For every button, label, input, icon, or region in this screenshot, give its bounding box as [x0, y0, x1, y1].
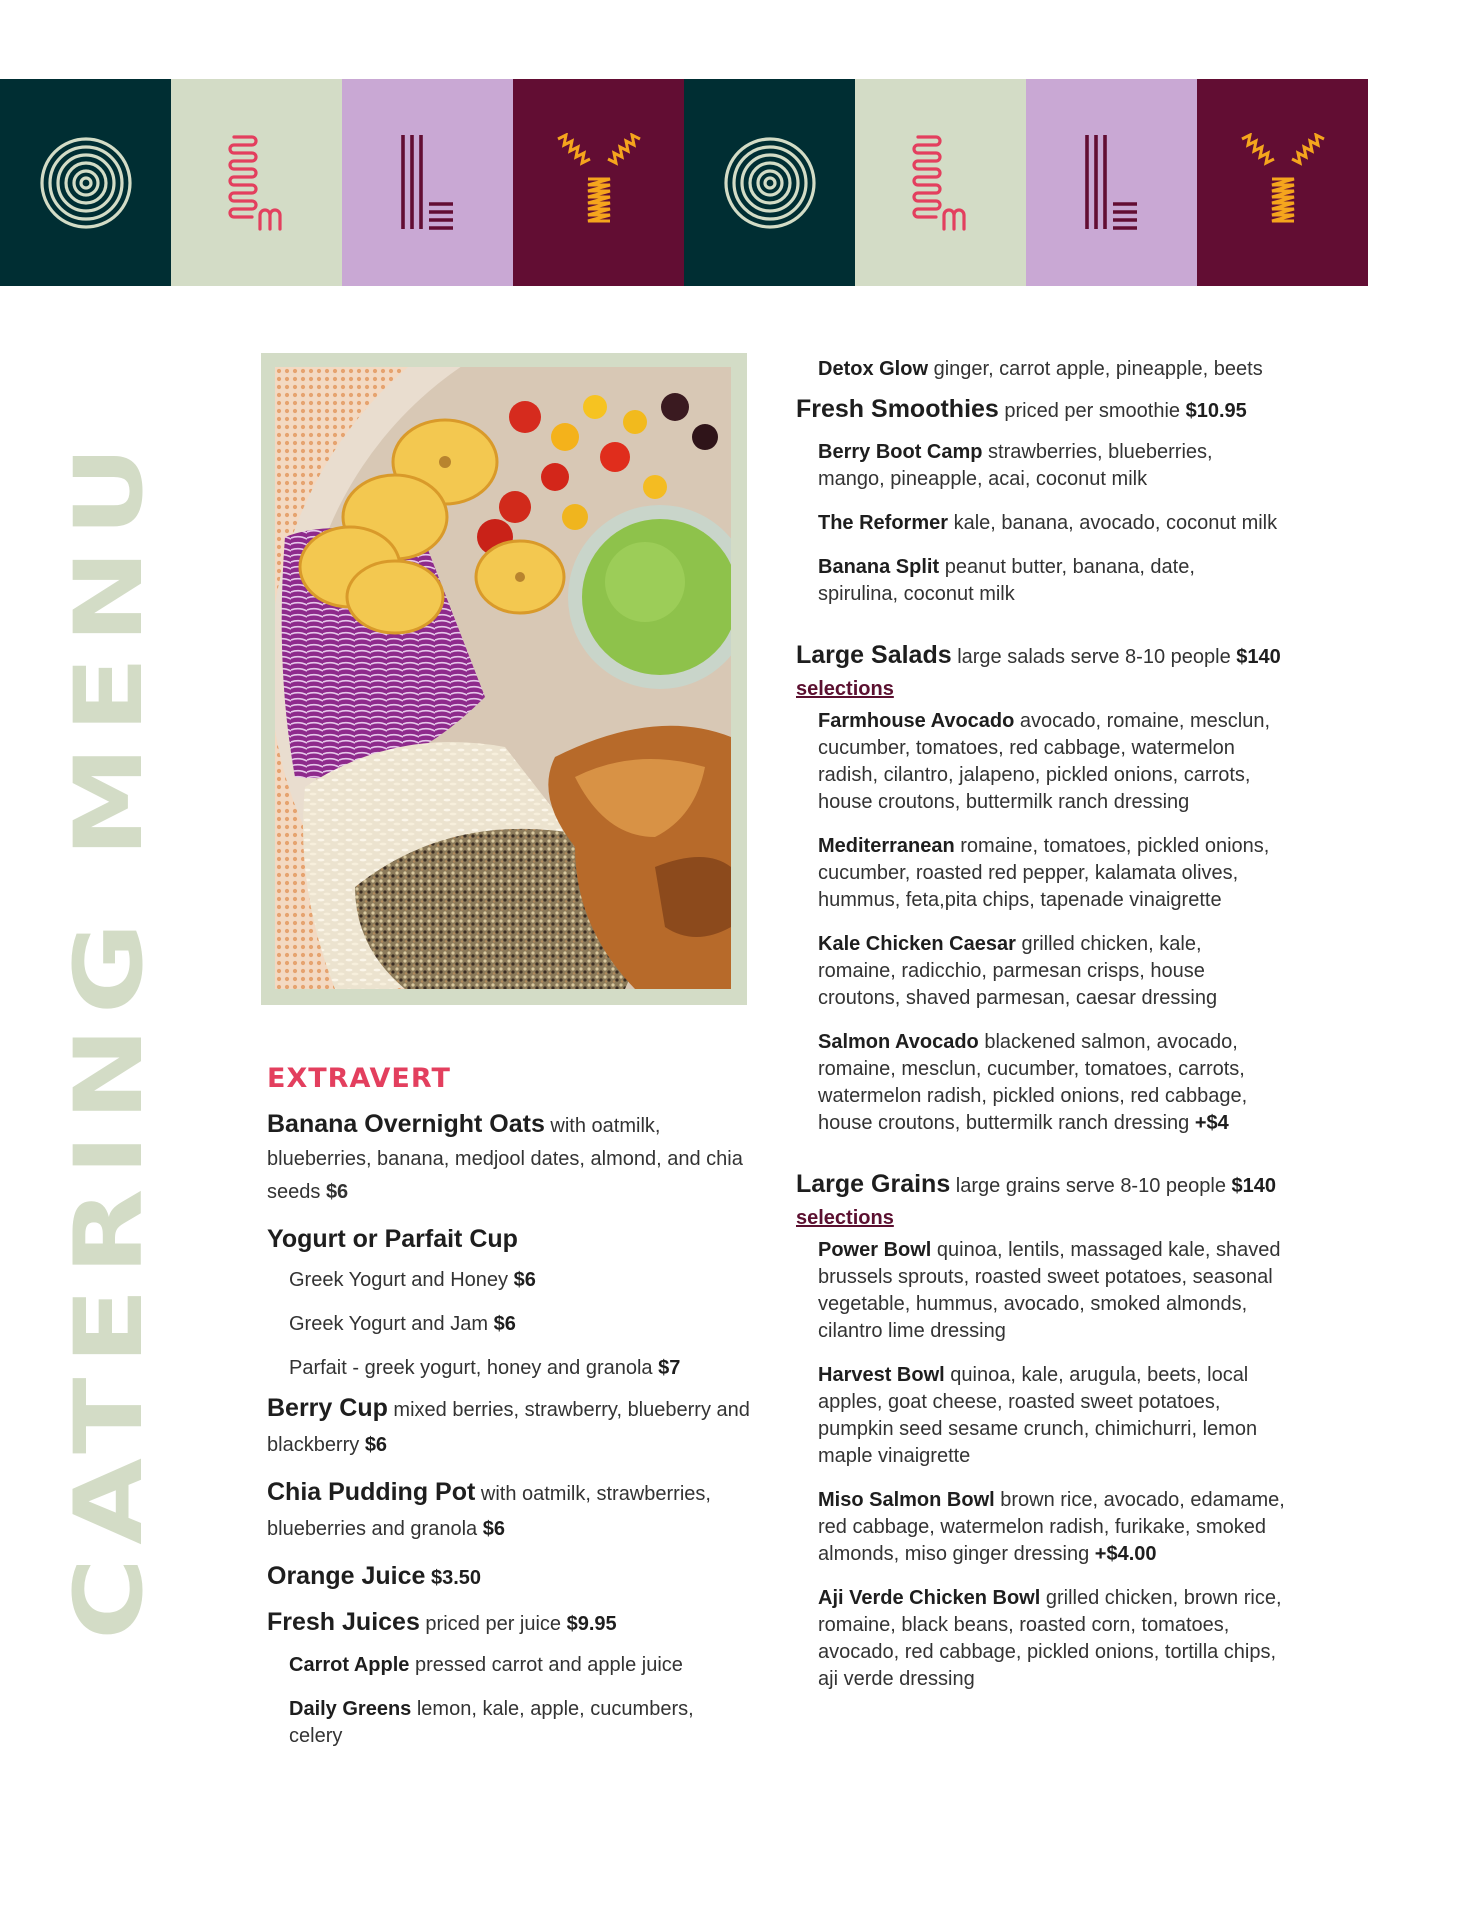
item-name: Banana Overnight Oats	[267, 1110, 545, 1138]
banner-tile-o	[0, 79, 171, 286]
wavy-l-icon	[222, 133, 292, 233]
menu-subitem	[796, 1237, 1296, 1345]
item-desc: kale, banana, avocado, coconut milk	[948, 512, 1278, 534]
banner-tile-y	[1197, 79, 1368, 286]
item-name: Large Salads	[796, 641, 952, 669]
menu-item-large-grains	[796, 1168, 1296, 1203]
item-name: Berry Boot Camp	[818, 441, 983, 463]
menu-subitem	[796, 833, 1296, 914]
menu-subitem	[796, 356, 1296, 383]
item-name: Aji Verde Chicken Bowl	[818, 1587, 1041, 1609]
item-price: $140	[1231, 1175, 1277, 1197]
menu-subitem	[796, 554, 1296, 608]
item-price: $140	[1236, 646, 1281, 668]
menu-item-yogurt	[267, 1223, 757, 1256]
banner-tile-l-lines	[342, 79, 513, 286]
item-price: $6	[364, 1434, 388, 1456]
menu-subitem	[796, 708, 1296, 816]
logo-banner	[0, 79, 1368, 286]
item-name: Salmon Avocado	[818, 1031, 979, 1053]
menu-item-large-salads	[796, 639, 1296, 674]
right-menu-column	[796, 356, 1296, 1710]
item-price: $7	[658, 1357, 681, 1379]
item-desc: quinoa, lentils, massaged kale, shaved brussels sprouts, roasted sweet potatoes, seasonal vegetable, hummus, avocado, smoked almonds, cilantro lime dressing	[818, 1239, 1281, 1342]
item-desc: strawberries, blueberries, mango, pineapple, acai, coconut milk	[818, 441, 1213, 490]
menu-subitem	[796, 1362, 1296, 1470]
item-price: $9.95	[566, 1613, 617, 1635]
item-desc: peanut butter, banana, date, spirulina, coconut milk	[818, 556, 1195, 605]
wavy-l-icon	[906, 133, 976, 233]
item-desc: Parfait - greek yogurt, honey and granola	[289, 1357, 659, 1379]
menu-item-orange-juice	[267, 1560, 757, 1595]
item-desc: with oatmilk, blueberries, banana, medjool dates, almond, and chia seeds	[267, 1115, 743, 1203]
item-desc: romaine, tomatoes, pickled onions, cucumber, roasted red pepper, kalamata olives, hummus, feta,pita chips, tapenade vinaigrette	[818, 835, 1270, 911]
catering-menu-title: CATERING MENU	[54, 432, 164, 1640]
item-desc: lemon, kale, apple, cucumbers, celery	[289, 1698, 694, 1747]
item-price: $6	[325, 1181, 349, 1203]
menu-item-berry-cup	[267, 1392, 757, 1462]
item-name: Carrot Apple	[289, 1654, 410, 1676]
item-name: The Reformer	[818, 512, 949, 534]
menu-subitem	[796, 931, 1296, 1012]
menu-subitem	[796, 1487, 1296, 1568]
item-name: Power Bowl	[818, 1239, 932, 1261]
salads-selections-link[interactable]: selections	[796, 678, 894, 700]
banner-tile-o	[684, 79, 855, 286]
item-desc: avocado, romaine, mesclun, cucumber, tomatoes, red cabbage, watermelon radish, cilantro, jalapeno, pickled onions, carrots, house croutons, buttermilk ranch dressing	[818, 710, 1271, 813]
item-name: Orange Juice	[267, 1562, 426, 1590]
item-desc: Greek Yogurt and Honey	[289, 1269, 514, 1291]
banner-tile-l-lines	[1026, 79, 1197, 286]
menu-subitem	[796, 1029, 1296, 1137]
item-name: Miso Salmon Bowl	[818, 1489, 995, 1511]
item-desc: pressed carrot and apple juice	[409, 1654, 683, 1676]
item-price: +$4	[1194, 1112, 1229, 1134]
item-name: Yogurt or Parfait Cup	[267, 1225, 518, 1253]
menu-item-fresh-smoothies	[796, 393, 1296, 428]
item-desc: grilled chicken, brown rice, romaine, black beans, roasted corn, tomatoes, avocado, red cabbage, pickled onions, tortilla chips, aji verde dressing	[818, 1587, 1282, 1690]
menu-subitem	[267, 1311, 757, 1338]
item-name: Harvest Bowl	[818, 1364, 945, 1386]
lines-l-icon	[393, 133, 463, 233]
menu-subitem	[267, 1267, 757, 1294]
menu-subitem	[267, 1355, 757, 1382]
item-price: $3.50	[425, 1567, 482, 1589]
salad-bowl-photo	[275, 367, 731, 989]
item-desc: with oatmilk, strawberries, blueberries and granola	[267, 1483, 711, 1540]
item-desc: ginger, carrot apple, pineapple, beets	[928, 358, 1263, 380]
item-name: Detox Glow	[818, 358, 929, 380]
lines-l-icon	[1077, 133, 1147, 233]
item-price: $6	[482, 1518, 505, 1540]
item-name: Chia Pudding Pot	[267, 1478, 476, 1506]
item-desc: Greek Yogurt and Jam	[289, 1313, 494, 1335]
banner-tile-y	[513, 79, 684, 286]
section-title-extravert: EXTRAVERT	[267, 1063, 451, 1094]
menu-subitem	[796, 439, 1296, 493]
item-desc: priced per juice	[419, 1613, 567, 1635]
zigzag-y-icon	[1238, 133, 1328, 233]
item-price: $6	[493, 1313, 516, 1335]
item-desc: large salads serve 8-10 people	[951, 646, 1237, 668]
item-price: $10.95	[1185, 400, 1247, 422]
item-desc: grilled chicken, kale, romaine, radicchio, parmesan crisps, house croutons, shaved parmesan, caesar dressing	[818, 933, 1218, 1009]
item-name: Farmhouse Avocado	[818, 710, 1015, 732]
menu-subitem	[267, 1652, 757, 1679]
item-price: +$4.00	[1094, 1543, 1157, 1565]
grains-selections-link[interactable]: selections	[796, 1207, 894, 1229]
item-price: $6	[513, 1269, 536, 1291]
item-desc: brown rice, avocado, edamame, red cabbage, watermelon radish, furikake, smoked almonds, miso ginger dressing	[818, 1489, 1285, 1565]
menu-item-fresh-juices	[267, 1606, 757, 1641]
item-name: Fresh Smoothies	[796, 395, 999, 423]
banner-tile-l-wavy	[855, 79, 1026, 286]
item-desc: priced per smoothie	[998, 400, 1186, 422]
item-name: Kale Chicken Caesar	[818, 933, 1016, 955]
item-desc: quinoa, kale, arugula, beets, local apples, goat cheese, roasted sweet potatoes, pumpkin seed sesame crunch, chimichurri, lemon maple vinaigrette	[818, 1364, 1258, 1467]
item-name: Banana Split	[818, 556, 940, 578]
spiral-o-icon	[720, 133, 820, 233]
menu-subitem	[796, 1585, 1296, 1693]
item-name: Berry Cup	[267, 1394, 388, 1422]
item-desc: blackened salmon, avocado, romaine, mesclun, cucumber, tomatoes, carrots, watermelon radish, pickled onions, red cabbage, house croutons, buttermilk ranch dressing	[818, 1031, 1248, 1134]
item-desc: mixed berries, strawberry, blueberry and blackberry	[267, 1399, 750, 1456]
item-desc: large grains serve 8-10 people	[950, 1175, 1232, 1197]
menu-item-banana-oats	[267, 1108, 757, 1209]
menu-subitem	[796, 510, 1296, 537]
banner-tile-l-wavy	[171, 79, 342, 286]
menu-subitem	[267, 1696, 757, 1750]
menu-item-chia	[267, 1476, 757, 1546]
item-name: Fresh Juices	[267, 1608, 420, 1636]
item-name: Large Grains	[796, 1170, 951, 1198]
item-name: Mediterranean	[818, 835, 955, 857]
photo-frame	[261, 353, 747, 1005]
left-menu-column	[267, 1062, 757, 1767]
zigzag-y-icon	[554, 133, 644, 233]
spiral-o-icon	[36, 133, 136, 233]
item-name: Daily Greens	[289, 1698, 412, 1720]
